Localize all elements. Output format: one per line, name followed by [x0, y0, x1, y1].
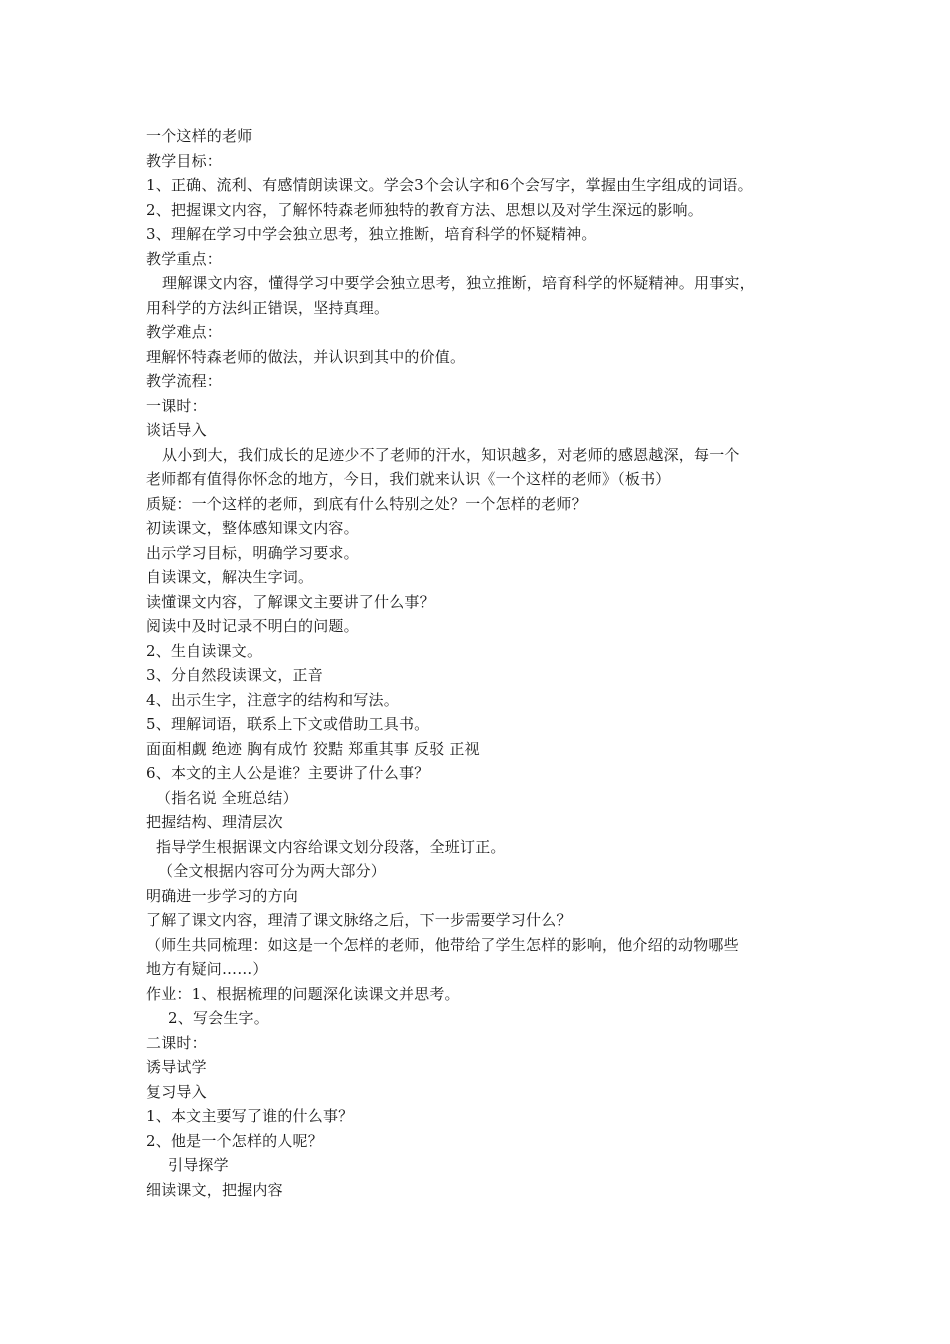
- text-line: 自读课文，解决生字词。: [146, 568, 314, 586]
- text-line: 理解怀特森老师的做法，并认识到其中的价值。: [146, 347, 466, 366]
- homework-line: 作业：1、根据梳理的问题深化读课文并思考。: [146, 984, 460, 1003]
- list-item: 2、生自读课文。: [146, 641, 263, 660]
- vocabulary-line: 面面相觑 绝迹 胸有成竹 狡黠 郑重其事 反驳 正视: [146, 739, 480, 758]
- subheading: 细读课文，把握内容: [146, 1180, 283, 1199]
- section-heading-difficulties: 教学难点：: [146, 323, 223, 341]
- text-line: 老师都有值得你怀念的地方，今日，我们就来认识《一个这样的老师》（板书）: [146, 470, 671, 488]
- text-line: 指导学生根据课文内容给课文划分段落，全班订正。: [156, 837, 506, 856]
- document-body: [146, 124, 826, 1202]
- text-line: 用科学的方法纠正错误，坚持真理。: [146, 298, 390, 317]
- text-line: （师生共同梳理：如这是一个怎样的老师，他带给了学生怎样的影响，他介绍的动物哪些: [146, 935, 739, 954]
- lesson-heading-second: 二课时：: [146, 1033, 207, 1052]
- text-line: 2、把握课文内容，了解怀特森老师独特的教育方法、思想以及对学生深远的影响。: [146, 200, 703, 219]
- document-title: 一个这样的老师: [146, 127, 253, 145]
- list-item: 4、出示生字，注意字的结构和写法。: [146, 690, 399, 709]
- list-item: 3、分自然段读课文，正音: [146, 666, 323, 684]
- subheading: 复习导入: [146, 1082, 207, 1101]
- list-item: 2、他是一个怎样的人呢？: [146, 1131, 323, 1150]
- list-item: 1、本文主要写了谁的什么事？: [146, 1107, 354, 1125]
- subheading: 明确进一步学习的方向: [146, 886, 299, 905]
- text-line: （指名说 全班总结）: [156, 788, 298, 807]
- lesson-heading-first: 一课时：: [146, 396, 207, 415]
- text-line: 从小到大，我们成长的足迹少不了老师的汗水，知识越多，对老师的感恩越深，每一个: [162, 445, 740, 464]
- list-item: 6、本文的主人公是谁？主要讲了什么事？: [146, 764, 430, 782]
- subheading: 诱导试学: [146, 1058, 207, 1076]
- section-heading-goals: 教学目标：: [146, 151, 223, 170]
- section-heading-key-points: 教学重点：: [146, 249, 223, 268]
- list-item: 5、理解词语，联系上下文或借助工具书。: [146, 715, 430, 733]
- text-line: 出示学习目标，明确学习要求。: [146, 543, 359, 562]
- text-line: 3、理解在学习中学会独立思考，独立推断，培育科学的怀疑精神。: [146, 225, 597, 243]
- text-line: 1、正确、流利、有感情朗读课文。学会3个会认字和6个会写字，掌握由生字组成的词语。: [146, 176, 753, 194]
- homework-line: 2、写会生字。: [168, 1009, 269, 1027]
- subheading: 把握结构、理清层次: [146, 813, 283, 831]
- text-line: 理解课文内容，懂得学习中要学会独立思考，独立推断，培育科学的怀疑精神。用事实，: [162, 274, 755, 292]
- text-line: 质疑：一个这样的老师，到底有什么特别之处？一个怎样的老师？: [146, 494, 587, 513]
- subheading: 谈话导入: [146, 421, 207, 439]
- section-heading-process: 教学流程：: [146, 372, 223, 390]
- text-line: （全文根据内容可分为两大部分）: [158, 862, 387, 880]
- text-line: 阅读中及时记录不明白的问题。: [146, 617, 359, 635]
- text-line: 了解了课文内容，理清了课文脉络之后，下一步需要学习什么？: [146, 911, 572, 929]
- text-line: 读懂课文内容，了解课文主要讲了什么事？: [146, 592, 435, 611]
- subheading: 引导探学: [168, 1156, 229, 1174]
- text-line: 地方有疑问……）: [146, 960, 268, 978]
- text-line: 初读课文，整体感知课文内容。: [146, 519, 359, 537]
